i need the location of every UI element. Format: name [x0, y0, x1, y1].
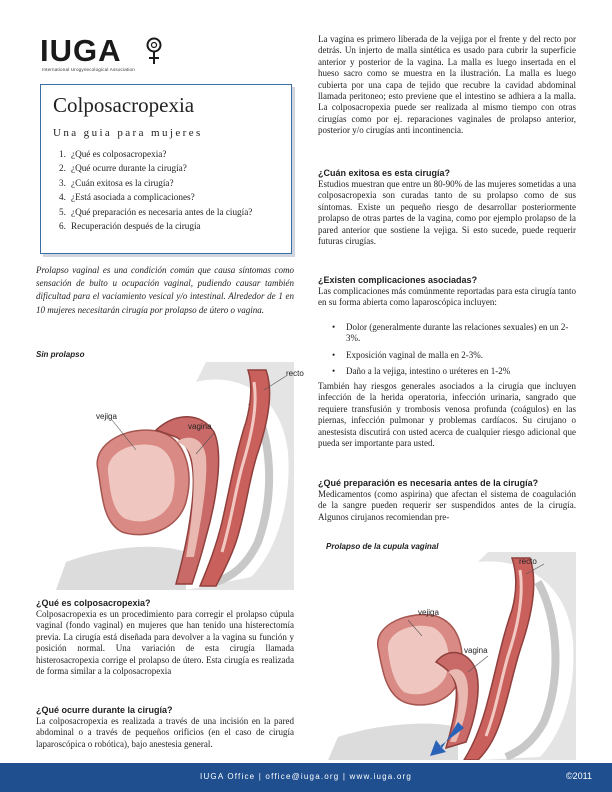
list-item: • Daño a la vejiga, intestino o uréteres en 1-2% [318, 366, 576, 377]
toc-item [59, 161, 252, 175]
heading-preparacion: ¿Qué preparación es necesaria antes de la cirugía? [318, 478, 539, 488]
label-vagina: vagina [464, 646, 488, 655]
page-subtitle: Una guia para mujeres [53, 127, 203, 139]
label-vejiga: vejiga [96, 412, 117, 421]
toc-label: Recuperación después de la cirugía [71, 221, 201, 232]
toc-item [59, 219, 252, 233]
iuga-logo [40, 34, 170, 76]
toc-label: ¿Cuán exitosa es la cirugía? [71, 177, 174, 188]
heading-que-es: ¿Qué es colposacropexia? [36, 598, 151, 608]
heading-exito: ¿Cuán exitosa es esta cirugía? [318, 168, 451, 178]
toc-item [59, 147, 252, 161]
logo-text: IUGA [40, 33, 122, 68]
table-of-contents [59, 147, 252, 233]
paragraph-exito: Estudios muestran que entre un 80-90% de las mujeres sometidas a una colposacropexia son curadas tanto de su prolapso como de sus síntomas. Existe un pequeño riesgo de desarrollar posteriormente prolapso de otras partes de la vagina, como por ejemplo prolapso de la pared anterior que sostiene la vejiga. Si esto sucede, puede requerir futuras cirugías. [318, 179, 576, 247]
figure2-label: Prolapso de la cupula vaginal [326, 542, 439, 551]
label-recto: recto [286, 369, 304, 378]
toc-number: 4. [59, 192, 66, 203]
toc-number: 2. [59, 163, 66, 174]
anatomy-illustration-normal [36, 362, 294, 590]
footer-contact: IUGA Office | office@iuga.org | www.iuga.org [200, 772, 412, 781]
title-box [40, 84, 292, 254]
toc-number: 3. [59, 177, 66, 188]
toc-item [59, 190, 252, 204]
toc-label: ¿Qué preparación es necesaria antes de la ciugía? [71, 206, 253, 217]
toc-label: ¿Está asociada a complicaciones? [71, 192, 195, 203]
complications-list [318, 322, 576, 383]
paragraph-riesgos: También hay riesgos generales asociados a la cirugía que incluyen infección de la herida operatoria, infección urinaria, sangrado que requiere transfusión y trombosis venosa profunda (coágulos) en las piernas, infección pulmonar y problemas cardíacos. Su cirujano o anestesista discutirá con usted acerca de cualquier riesgo adicional que pueda ser importante para usted. [318, 381, 576, 449]
label-vagina: vagina [188, 422, 212, 431]
page-title: Colposacropexia [53, 93, 195, 117]
heading-complicaciones: ¿Existen complicaciones asociadas? [318, 275, 478, 285]
toc-item [59, 205, 252, 219]
paragraph-complicaciones: Las complicaciones más comúnmente reportadas para esta cirugía tanto en su forma abierta como laparoscópica incluyen: [318, 286, 576, 308]
figure1-label: Sin prolapso [36, 350, 85, 359]
footer-bar [0, 763, 612, 792]
toc-label: ¿Qué es colposacropexia? [71, 149, 167, 159]
footer-copyright: ©2011 [566, 771, 592, 781]
paragraph-que-es: Colposacropexia es un procedimiento para corregir el prolapso cúpula vaginal (fondo vaginal) en mujeres que han tenido una histerectomía previa. La cirugía está diseñada para devolver a la vagina su función y posición normal. Una variación de esta cirugía llamada histerosacropexia corrige el prolapso de útero. Esta cirugía es realizada de forma similar a la colposacropexia [36, 609, 294, 677]
list-item: • Dolor (generalmente durante las relaciones sexuales) en un 2-3%. [318, 322, 576, 345]
toc-number: 1. [59, 149, 66, 159]
intro-paragraph: Prolapso vaginal es una condición común que causa síntomas como sensación de bulto u ocupación vaginal, pudiendo causar también dificultad para el vaciamiento vesical y/o intestinal. Alrededor de 1 en 10 mujeres necesitarán cirugía por prolapso de útero o vagina. [36, 265, 294, 315]
paragraph-preparacion: Medicamentos (como aspirina) que afectan el sistema de coagulación de la sangre pueden requerir ser suspendidos antes de la cirugía. Algunos cirujanos recomiendan pre- [318, 489, 576, 522]
label-recto: recto [519, 557, 537, 566]
logo-subtitle: International Urogynecological Association [42, 67, 135, 72]
toc-number: 6. [59, 221, 66, 232]
anatomy-illustration-prolapse [318, 552, 576, 760]
label-vejiga: vejiga [418, 608, 439, 617]
toc-label: ¿Qué ocurre durante la cirugía? [71, 163, 187, 174]
toc-number: 5. [59, 206, 66, 217]
list-item: • Exposición vaginal de malla en 2-3%. [318, 350, 576, 361]
toc-item [59, 176, 252, 190]
heading-que-ocurre: ¿Qué ocurre durante la cirugía? [36, 705, 173, 715]
paragraph-que-ocurre: La colposacropexia es realizada a través de una incisión en la pared abdominal o a través de pequeños orificios (en el caso de cirugía laparoscópica o robótica), bajo anestesia general. [36, 716, 294, 749]
female-symbol-icon [145, 37, 163, 65]
paragraph-continuacion: La vagina es primero liberada de la vejiga por el frente y del recto por detrás. Un injerto de malla sintética es usado para cubrir la superficie anterior y posterior de la vagina. La malla es luego insertada en el hueso sacro como se muestra en la ilustración. La malla es luego cubierta por una capa de tejido que recubre la cavidad abdominal llamada peritoneo; esto previene que el intestino se adhiera a la malla. La colposacropexia puede ser realizada al mismo tiempo con otras cirugías como por ej. reparaciones vaginales de prolapso anterior, posterior y/o cirugías anti incontinencia. [318, 34, 576, 136]
